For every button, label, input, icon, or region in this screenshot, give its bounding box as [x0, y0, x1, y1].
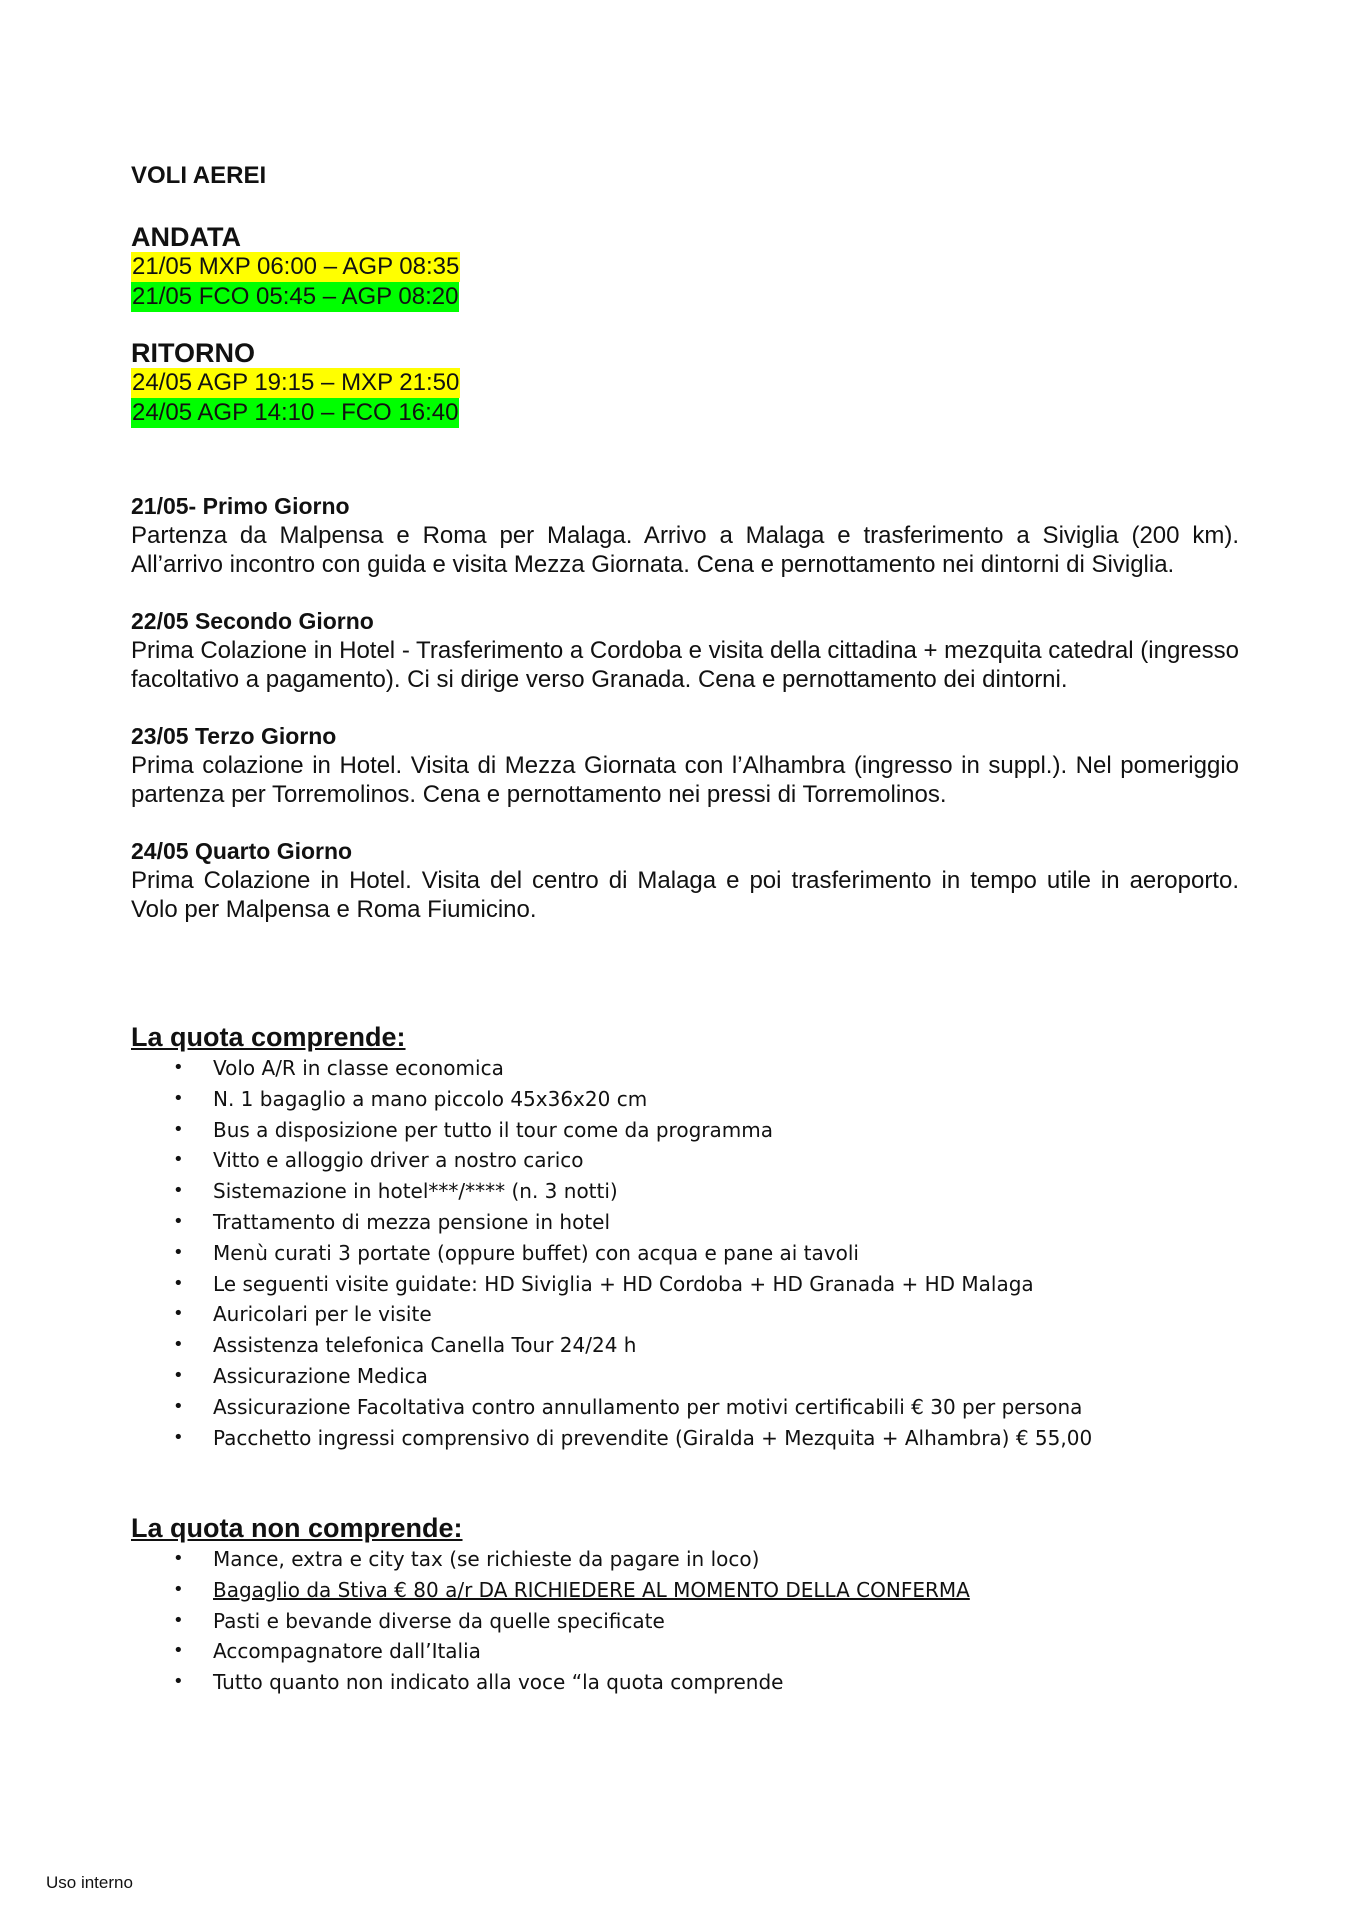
bullet-icon: • [173, 1395, 184, 1417]
quota-non-comprende-title: La quota non comprende: [131, 1513, 463, 1543]
list-item: • Assicurazione Medica [131, 1361, 1239, 1392]
bullet-icon: • [173, 1671, 184, 1693]
andata-flight-fco: 21/05 FCO 05:45 – AGP 08:20 [132, 283, 459, 310]
bullet-icon: • [173, 1210, 184, 1232]
bullet-icon: • [173, 1303, 184, 1325]
bullet-icon: • [173, 1057, 184, 1078]
day-text: Prima Colazione in Hotel. Visita del centro di Malaga e poi trasferimento in tempo utile in aeroporto. Volo per Malpensa e Roma Fiumicino. [131, 867, 1239, 923]
day-title: 22/05 Secondo Giorno [131, 608, 374, 634]
day-text: Partenza da Malpensa e Roma per Malaga. Arrivo a Malaga e trasferimento a Siviglia (200 km). All’arrivo incontro con guida e visita Mezza Giornata. Cena e pernottamento nei dintorni di Siviglia. [131, 522, 1239, 578]
andata-block [131, 222, 460, 312]
list-item: • Pacchetto ingressi comprensivo di prevendite (Giralda + Mezquita + Alhambra) € 55,00 [131, 1423, 1239, 1454]
quota-comprende-section [131, 1022, 1239, 1453]
list-item: • Trattamento di mezza pensione in hotel [131, 1207, 1239, 1238]
day-title: 23/05 Terzo Giorno [131, 723, 337, 749]
list-item: • Mance, extra e city tax (se richieste da pagare in loco) [131, 1544, 1239, 1575]
ritorno-flight-mxp: 24/05 AGP 19:15 – MXP 21:50 [132, 369, 460, 396]
quota-non-comprende-section [131, 1513, 1239, 1698]
quota-comprende-title: La quota comprende: [131, 1022, 406, 1052]
day-title: 21/05- Primo Giorno [131, 493, 350, 519]
list-item: • Le seguenti visite guidate: HD Siviglia + HD Cordoba + HD Granada + HD Malaga [131, 1269, 1239, 1300]
list-item: • Bus a disposizione per tutto il tour come da programma [131, 1115, 1239, 1146]
bullet-icon: • [173, 1149, 184, 1171]
andata-label: ANDATA [131, 222, 241, 252]
list-item: • Assicurazione Facoltativa contro annullamento per motivi certificabili € 30 per persona [131, 1392, 1239, 1423]
bullet-icon: • [173, 1609, 184, 1631]
day-text: Prima Colazione in Hotel - Trasferimento a Cordoba e visita della cittadina + mezquita catedral (ingresso facoltativo a pagamento). Ci si dirige verso Granada. Cena e pernottamento dei dintorni. [131, 637, 1239, 693]
bullet-icon: • [173, 1272, 184, 1294]
list-item: • Pasti e bevande diverse da quelle specificate [131, 1606, 1239, 1637]
ritorno-label: RITORNO [131, 338, 256, 368]
list-item: • Sistemazione in hotel***/**** (n. 3 notti) [131, 1176, 1239, 1207]
day-3 [131, 722, 1239, 809]
bullet-icon: • [173, 1426, 184, 1448]
list-item: • N. 1 bagaglio a mano piccolo 45x36x20 cm [131, 1084, 1239, 1115]
list-item: • Volo A/R in classe economica [131, 1053, 1239, 1084]
day-text: Prima colazione in Hotel. Visita di Mezza Giornata con l’Alhambra (ingresso in suppl.). Nel pomeriggio partenza per Torremolinos. Cena e pernottamento nei pressi di Torremolinos. [131, 752, 1239, 808]
andata-flight-mxp: 21/05 MXP 06:00 – AGP 08:35 [132, 253, 460, 280]
list-item: • Menù curati 3 portate (oppure buffet) con acqua e pane ai tavoli [131, 1238, 1239, 1269]
footer-label: Uso interno [46, 1873, 133, 1892]
quota-comprende-list [131, 1053, 1239, 1453]
bullet-icon: • [173, 1180, 184, 1202]
ritorno-block [131, 338, 460, 428]
bullet-icon: • [173, 1578, 184, 1600]
bullet-icon: • [173, 1241, 184, 1263]
list-item [131, 1575, 1239, 1606]
day-2 [131, 607, 1239, 694]
bullet-icon: • [173, 1548, 184, 1569]
bullet-icon: • [173, 1118, 184, 1140]
list-item: • Assistenza telefonica Canella Tour 24/24 h [131, 1330, 1239, 1361]
list-item: • Auricolari per le visite [131, 1299, 1239, 1330]
section-title-voli: VOLI AEREI [131, 162, 267, 189]
list-item: • Vitto e alloggio driver a nostro carico [131, 1145, 1239, 1176]
day-4 [131, 837, 1239, 924]
bullet-icon: • [173, 1334, 184, 1356]
quota-non-comprende-list [131, 1544, 1239, 1698]
list-item: • Accompagnatore dall’Italia [131, 1636, 1239, 1667]
underlined-note: Bagaglio da Stiva € 80 a/r DA RICHIEDERE AL MOMENTO DELLA CONFERMA [213, 1577, 970, 1602]
bullet-icon: • [173, 1640, 184, 1662]
list-item: • Tutto quanto non indicato alla voce “la quota comprende [131, 1667, 1239, 1698]
bullet-icon: • [173, 1087, 184, 1109]
day-1 [131, 492, 1239, 579]
ritorno-flight-fco: 24/05 AGP 14:10 – FCO 16:40 [132, 399, 459, 426]
day-title: 24/05 Quarto Giorno [131, 838, 353, 864]
bullet-icon: • [173, 1364, 184, 1386]
